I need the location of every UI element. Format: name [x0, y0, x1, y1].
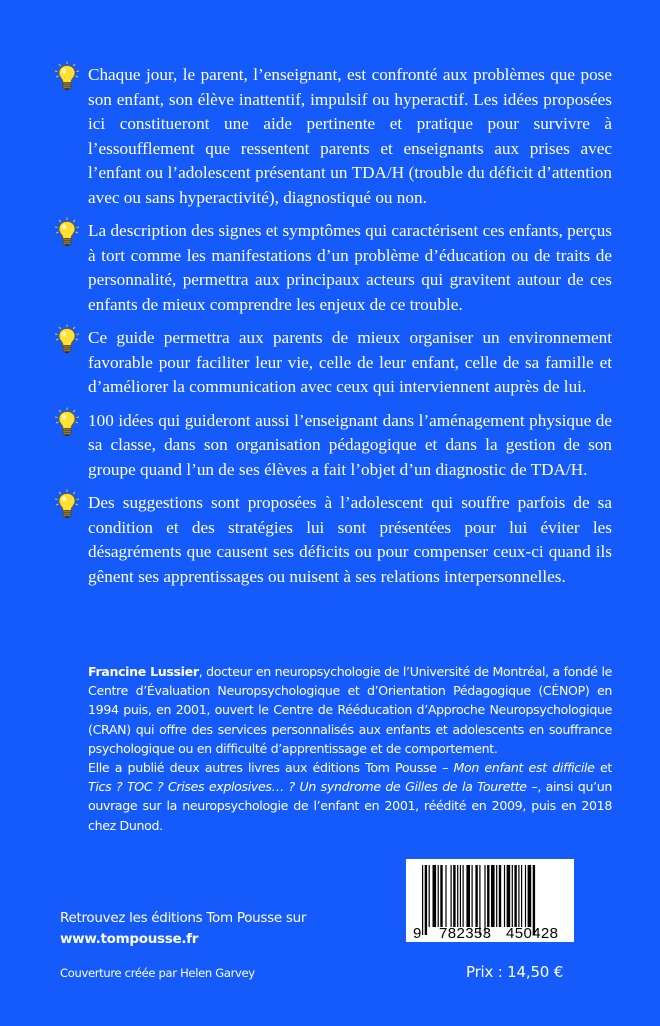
- cover-credit: Couverture créée par Helen Garvey: [60, 966, 255, 980]
- lightbulb-icon: [54, 61, 80, 91]
- bullet-item: [88, 491, 612, 589]
- bullet-item: [88, 63, 612, 210]
- isbn-barcode: [406, 859, 574, 942]
- lightbulb-icon: [54, 324, 80, 354]
- lightbulb-icon: [54, 217, 80, 247]
- bullet-text: Des suggestions sont proposées à l’adolescent qui souffre parfois de sa condition et des stratégies lui sont présentées pour lui éviter les désagréments que causent ses déficits ou pour compenser ceux-ci quand ils gênent ses apprentissages ou nuisent à ses relations interpersonnelles.: [88, 493, 612, 586]
- promo-text: Retrouvez les éditions Tom Pousse sur: [60, 910, 307, 926]
- bullet-item: [88, 219, 612, 317]
- publisher-url[interactable]: www.tompousse.fr: [60, 931, 199, 947]
- author-name: Francine Lussier: [88, 664, 199, 679]
- bullet-text: La description des signes et symptômes qui caractérisent ces enfants, perçus à tort comme les manifestations d’un problème d’éducation ou de traits de personnalité, permettra aux principaux acteurs qui gravitent autour de ces enfants de mieux comprendre les enjeux de ce trouble.: [88, 221, 612, 314]
- bio-paragraph-2: [88, 758, 612, 835]
- bullet-item: [88, 409, 612, 483]
- feature-bullet-list: [88, 63, 612, 598]
- barcode-digits-right: 450428: [506, 925, 558, 942]
- author-bio: [88, 662, 612, 835]
- bio-text: Elle a publié deux autres livres aux éditions Tom Pousse –: [88, 760, 454, 776]
- book-title: Tics ? TOC ? Crises explosives… ? Un syndrome de Gilles de la Tourette: [88, 779, 527, 795]
- bio-text: et: [594, 760, 613, 776]
- lightbulb-icon: [54, 407, 80, 437]
- barcode-digit-first: 9: [413, 925, 422, 942]
- book-title: Mon enfant est difficile: [453, 760, 595, 776]
- bio-paragraph-1: [88, 662, 612, 758]
- bullet-text: Ce guide permettra aux parents de mieux organiser un environnement favorable pour faciliter leur vie, celle de leur enfant, celle de sa famille et d’améliorer la communication avec ceux qui interviennent auprès de lui.: [88, 328, 612, 396]
- bullet-text: Chaque jour, le parent, l’enseignant, est confronté aux problèmes que pose son enfant, son élève inattentif, impulsif ou hyperactif. Les idées proposées ici constitueront une aide pertinente et pratique pour survivre à l’essoufflement que ressentent parents et enseignants aux prises avec l’enfant ou l’adolescent présentant un TDA/H (trouble du déficit d’attention avec ou sans hyperactivité), diagnostiqué ou non.: [88, 65, 612, 207]
- price-label: Prix : 14,50 €: [466, 963, 564, 981]
- lightbulb-icon: [54, 489, 80, 519]
- bullet-text: 100 idées qui guideront aussi l’enseignant dans l’aménagement physique de sa classe, dans son organisation pédagogique et dans la gestion de son groupe quand l’un de ses élèves a fait l’objet d’un diagnostic de TDA/H.: [88, 410, 612, 479]
- bio-text: –, ainsi qu’un ouvrage sur la neuropsychologie de l’enfant en 2001, réédité en 2009, puis en 2018 chez Dunod.: [88, 779, 612, 833]
- bullet-item: [88, 326, 612, 400]
- publisher-promo: [60, 908, 306, 950]
- bio-text: , docteur en neuropsychologie de l’Université de Montréal, a fondé le Centre d’Évaluation Neuropsychologique et d’Orientation Pédagogique (CÉNOP) en 1994 puis, en 2001, ouvert le Centre de Rééducation d’Approche Neuropsychologique (CRAN) qui offre des services personnalisés aux enfants et adolescents en souffrance psychologique ou en difficulté d’apprentissage et de comportement.: [88, 664, 612, 756]
- barcode-digits-left: 782353: [439, 925, 491, 942]
